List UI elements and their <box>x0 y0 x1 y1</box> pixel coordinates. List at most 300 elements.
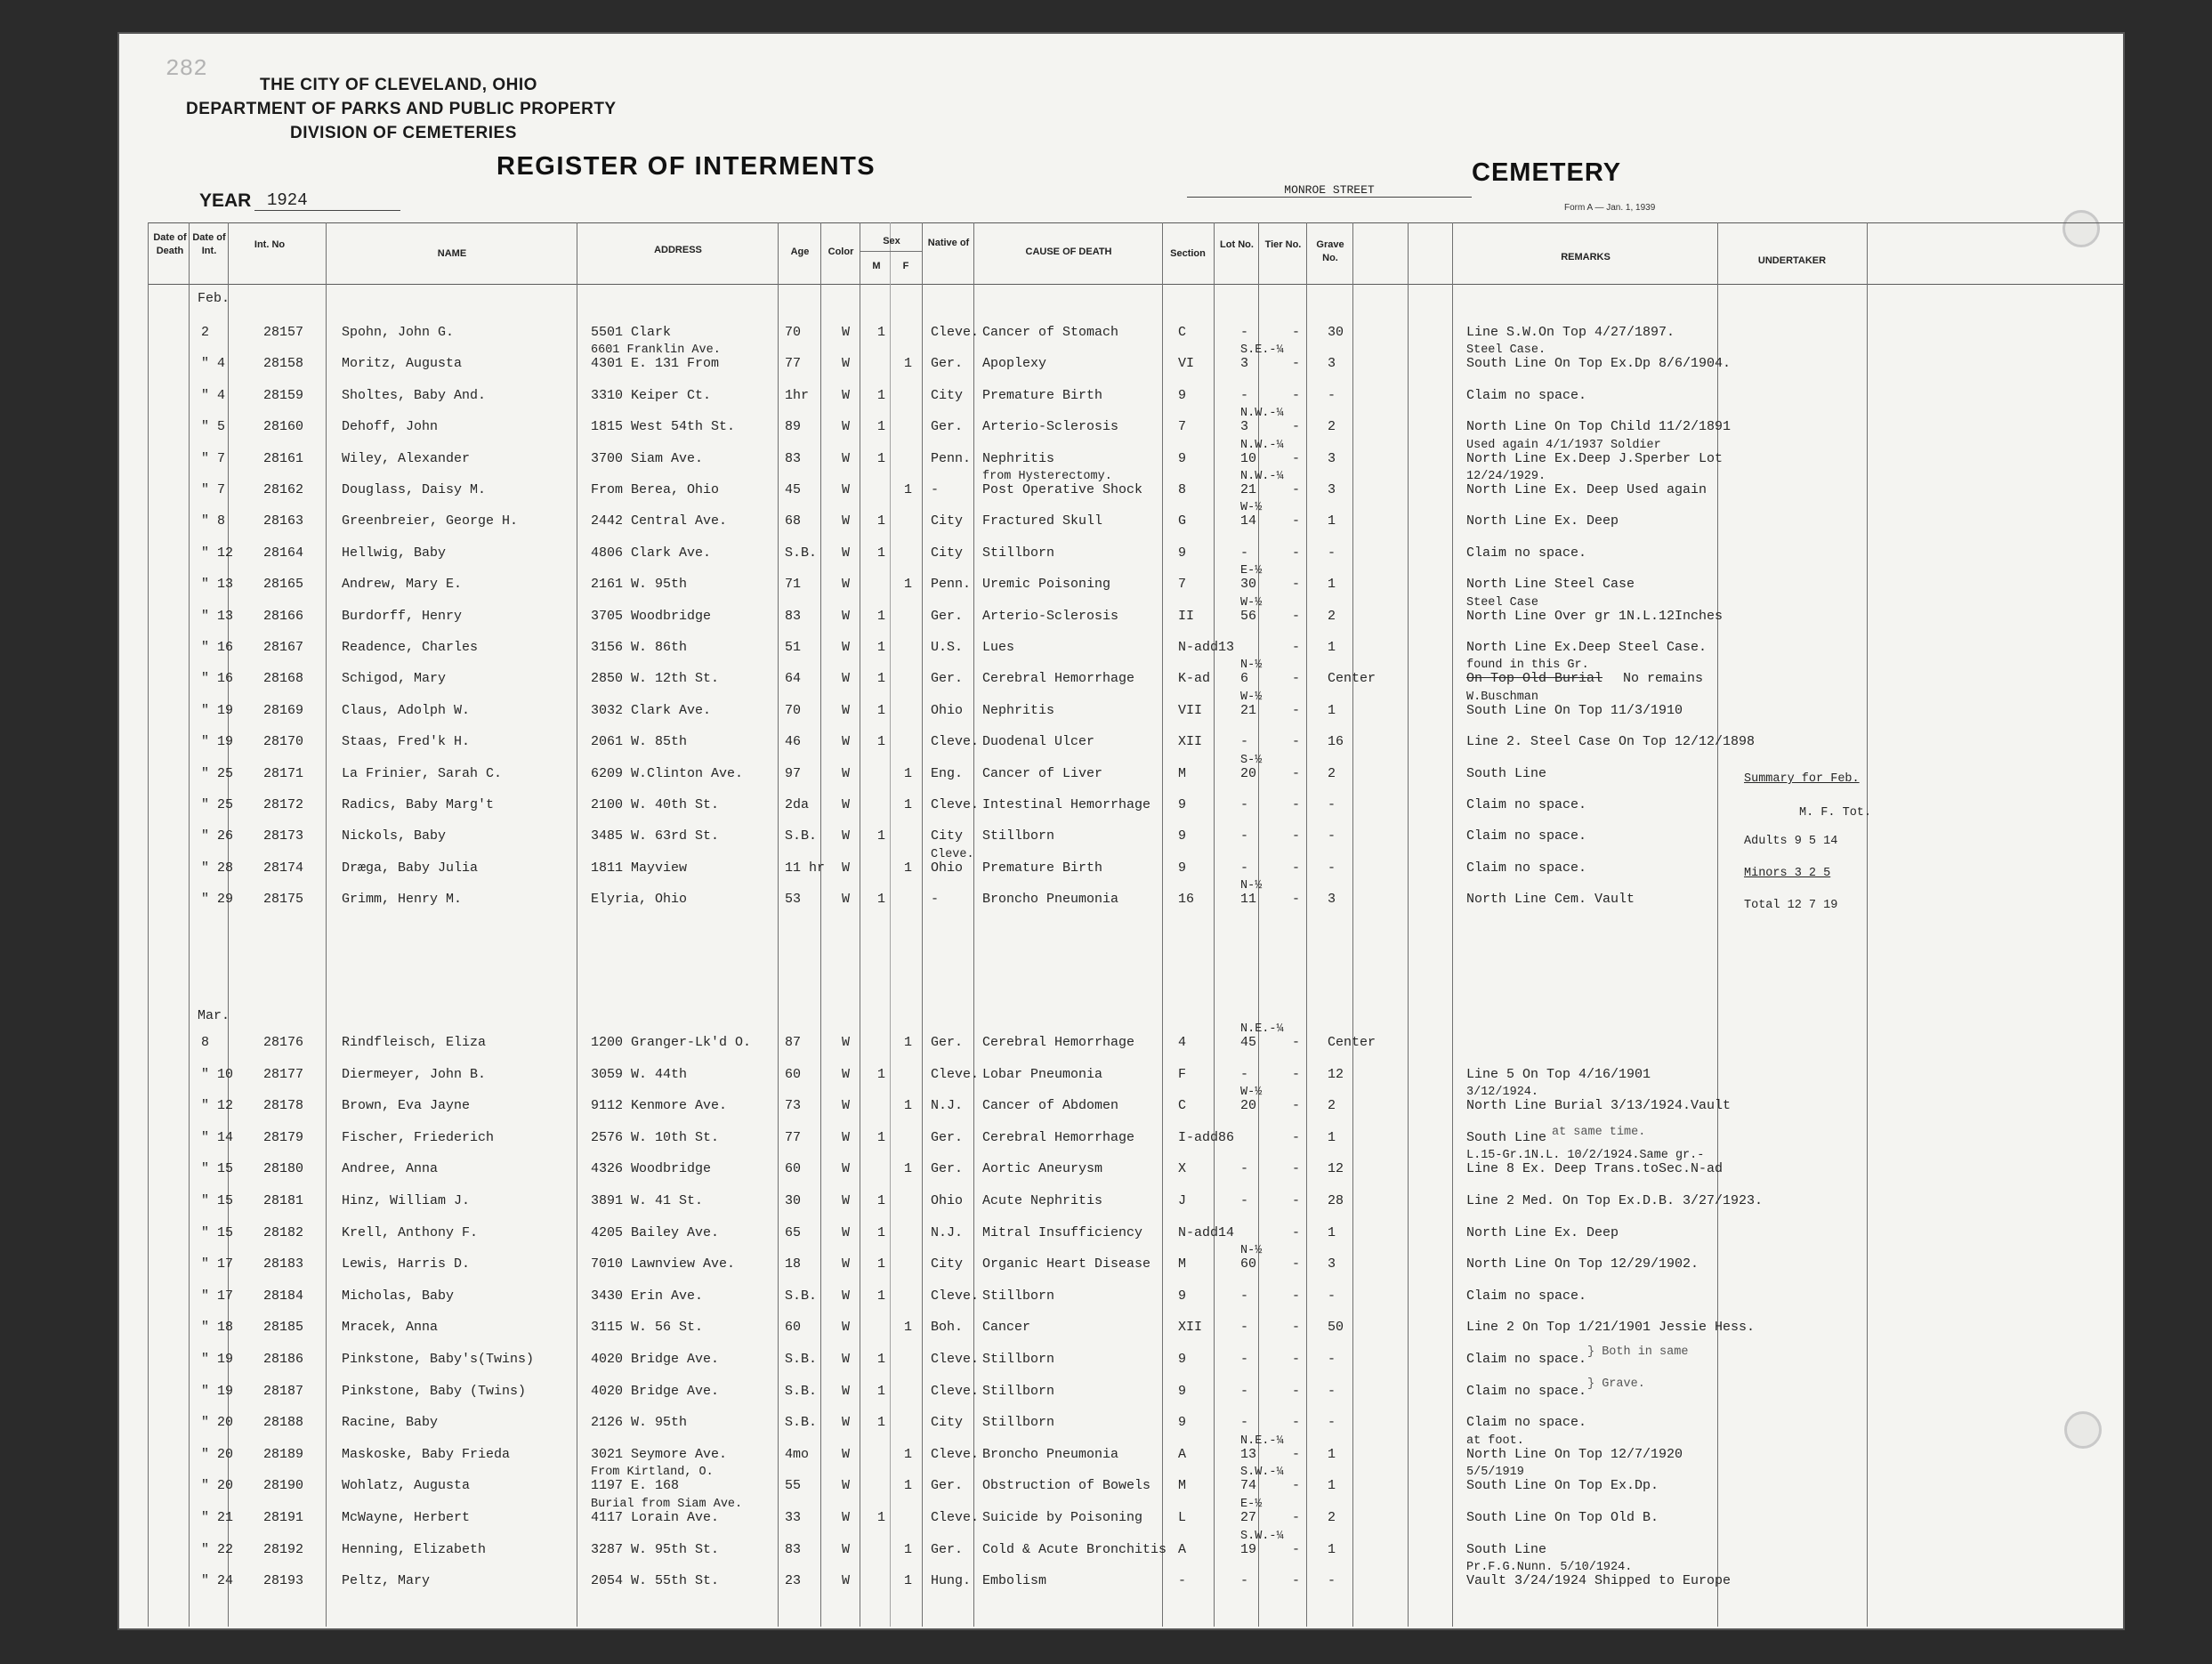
cell-native-of: Penn. <box>931 450 972 466</box>
cell-int-no: 28165 <box>263 577 304 593</box>
cell-sex-m: 1 <box>877 1415 886 1431</box>
cell-grave-no: 30 <box>1328 325 1344 340</box>
cell-remarks: North Line Burial 3/13/1924.Vault <box>1466 1098 1732 1114</box>
cell-lot-no: - <box>1240 325 1249 340</box>
cell-section: A <box>1178 1541 1187 1557</box>
cell-lot-no: 21 <box>1240 482 1257 497</box>
cell-date-of-int: " 25 <box>201 797 234 812</box>
column-rule <box>778 222 779 1627</box>
cell-remarks-note: Steel Case <box>1466 595 1539 610</box>
cell-native-of: - <box>931 482 940 497</box>
cell-age: 45 <box>785 482 802 497</box>
page-number: 282 <box>165 55 207 82</box>
cell-date-of-int: " 26 <box>201 828 234 844</box>
cell-int-no: 28172 <box>263 797 304 812</box>
cell-lot-note: N.E.-¼ <box>1240 1434 1284 1448</box>
cell-address: 5501 Clark <box>591 325 672 340</box>
cell-date-of-int: " 12 <box>201 1098 234 1114</box>
cell-cause-of-death: Cerebral Hemorrhage <box>982 1035 1135 1050</box>
cell-cause-of-death: Cancer <box>982 1320 1031 1336</box>
cell-color: W <box>842 734 851 750</box>
cell-grave-no: 3 <box>1328 482 1336 497</box>
cell-remarks-note: Used again 4/1/1937 Soldier <box>1466 438 1661 452</box>
cell-section: 9 <box>1178 545 1187 561</box>
cell-age: 23 <box>785 1573 802 1589</box>
summary-title: Summary for Feb. <box>1744 772 1860 786</box>
department-heading: DEPARTMENT OF PARKS AND PUBLIC PROPERTY <box>186 100 617 118</box>
cell-lot-no: - <box>1240 1415 1249 1431</box>
cell-grave-no: 1 <box>1328 640 1336 655</box>
cell-lot-no: 14 <box>1240 513 1257 529</box>
cell-cause-of-death: Arterio-Sclerosis <box>982 419 1119 435</box>
cell-color: W <box>842 1383 851 1399</box>
cell-section: VI <box>1178 356 1195 372</box>
cell-native-of: Ger. <box>931 1035 964 1050</box>
cell-age: S.B. <box>785 1288 818 1304</box>
cell-name: Lewis, Harris D. <box>342 1256 471 1272</box>
cell-address: 2061 W. 85th <box>591 734 688 750</box>
cell-native-of: Ger. <box>931 356 964 372</box>
cell-date-of-int: " 8 <box>201 513 226 529</box>
cell-remarks: Claim no space. <box>1466 1383 1587 1399</box>
cell-cause-of-death: Intestinal Hemorrhage <box>982 797 1151 812</box>
cell-cause-of-death: Cancer of Abdomen <box>982 1098 1119 1114</box>
cell-date-of-int: " 13 <box>201 608 234 624</box>
cell-native-of: Ger. <box>931 1129 964 1145</box>
cell-section: 9 <box>1178 1415 1187 1431</box>
cell-remarks: North Line On Top Child 11/2/1891 <box>1466 419 1732 435</box>
cell-section: F <box>1178 1066 1187 1082</box>
cell-section: M <box>1178 1256 1187 1272</box>
cell-grave-no: 2 <box>1328 765 1336 781</box>
cell-date-of-int: " 7 <box>201 450 226 466</box>
cell-cause-of-death: Nephritis <box>982 450 1055 466</box>
cell-remarks: North Line Cem. Vault <box>1466 892 1635 908</box>
cell-tier-no: - <box>1292 671 1301 687</box>
cell-native-of: Eng. <box>931 765 964 781</box>
cell-lot-no: 74 <box>1240 1478 1257 1494</box>
cell-native-of: City <box>931 828 964 844</box>
cell-address: 3021 Seymore Ave. <box>591 1446 728 1462</box>
header-age: Age <box>790 246 810 257</box>
cell-name: Dehoff, John <box>342 419 439 435</box>
cell-section: - <box>1178 1573 1187 1589</box>
cell-color: W <box>842 671 851 687</box>
cell-section: 7 <box>1178 419 1187 435</box>
cell-section: 9 <box>1178 450 1187 466</box>
column-rule <box>1214 222 1215 1627</box>
cell-remarks: South Line On Top Ex.Dp. <box>1466 1478 1659 1494</box>
cell-int-no: 28171 <box>263 765 304 781</box>
cell-date-of-int: " 13 <box>201 577 234 593</box>
cell-date-of-int: " 19 <box>201 734 234 750</box>
cell-section: C <box>1178 1098 1187 1114</box>
cell-address: 2850 W. 12th St. <box>591 671 720 687</box>
cell-native-of: Cleve. <box>931 797 980 812</box>
cell-date-of-int: 8 <box>201 1035 210 1050</box>
cell-remarks-struck: On Top Old Burial <box>1466 671 1603 687</box>
cell-section: 9 <box>1178 797 1187 812</box>
cell-cause-of-death: Cerebral Hemorrhage <box>982 1129 1135 1145</box>
cell-date-of-int: " 19 <box>201 702 234 718</box>
cell-native-of: - <box>931 892 940 908</box>
cell-sex-f: 1 <box>904 1478 913 1494</box>
form-reference: Form A — Jan. 1, 1939 <box>1564 203 1656 213</box>
cell-color: W <box>842 1161 851 1177</box>
cell-cause-of-death: Duodenal Ulcer <box>982 734 1095 750</box>
cell-remarks: Claim no space. <box>1466 1288 1587 1304</box>
cell-remarks: Claim no space. <box>1466 828 1587 844</box>
register-title: REGISTER OF INTERMENTS <box>496 152 876 181</box>
cell-section: M <box>1178 765 1187 781</box>
cell-native-of: Cleve. <box>931 1510 980 1525</box>
cell-address: 3430 Erin Ave. <box>591 1288 704 1304</box>
cell-int-no: 28178 <box>263 1098 304 1114</box>
cell-remarks: South Line On Top 11/3/1910 <box>1466 702 1683 718</box>
cell-color: W <box>842 450 851 466</box>
header-undertaker: UNDERTAKER <box>1757 255 1827 266</box>
cell-cause-note: from Hysterectomy. <box>982 470 1112 483</box>
column-rule <box>890 222 891 1627</box>
column-rule <box>148 222 149 1627</box>
cell-native-of: Cleve. <box>931 1288 980 1304</box>
cell-tier-no: - <box>1292 1320 1301 1336</box>
cell-native-of: City <box>931 513 964 529</box>
cell-sex-m: 1 <box>877 828 886 844</box>
cell-sex-f: 1 <box>904 797 913 812</box>
cell-color: W <box>842 1510 851 1525</box>
cell-grave-no: 1 <box>1328 1478 1336 1494</box>
cell-grave-no: 50 <box>1328 1320 1344 1336</box>
cell-int-no: 28159 <box>263 387 304 403</box>
cell-int-no: 28157 <box>263 325 304 340</box>
cell-sex-m: 1 <box>877 1193 886 1208</box>
cell-color: W <box>842 1224 851 1240</box>
cell-remarks: North Line Ex. Deep <box>1466 1224 1619 1240</box>
cell-cause-of-death: Premature Birth <box>982 860 1103 876</box>
cell-section: X <box>1178 1161 1187 1177</box>
cell-cause-of-death: Post Operative Shock <box>982 482 1143 497</box>
cell-date-of-int: " 20 <box>201 1446 234 1462</box>
cell-native-of: City <box>931 1256 964 1272</box>
cell-cause-of-death: Apoplexy <box>982 356 1047 372</box>
cell-address: 3705 Woodbridge <box>591 608 712 624</box>
cell-age: 68 <box>785 513 802 529</box>
cell-name: Racine, Baby <box>342 1415 439 1431</box>
cell-grave-no: 1 <box>1328 1129 1336 1145</box>
cell-cause-of-death: Broncho Pneumonia <box>982 892 1119 908</box>
cell-int-no: 28190 <box>263 1478 304 1494</box>
cell-age: 60 <box>785 1066 802 1082</box>
cell-color: W <box>842 702 851 718</box>
cell-color: W <box>842 387 851 403</box>
cell-age: 53 <box>785 892 802 908</box>
cell-int-no: 28181 <box>263 1193 304 1208</box>
cell-sex-f: 1 <box>904 356 913 372</box>
cell-grave-no: 1 <box>1328 1446 1336 1462</box>
cell-cause-of-death: Premature Birth <box>982 387 1103 403</box>
cell-cause-of-death: Lues <box>982 640 1015 655</box>
cell-section: M <box>1178 1478 1187 1494</box>
cell-tier-no: - <box>1292 797 1301 812</box>
cell-tier-no: - <box>1292 1383 1301 1399</box>
cell-sex-f: 1 <box>904 860 913 876</box>
cell-sex-f: 1 <box>904 1320 913 1336</box>
cell-lot-no: 20 <box>1240 765 1257 781</box>
cell-age: 97 <box>785 765 802 781</box>
cell-address: 1815 West 54th St. <box>591 419 736 435</box>
cell-address: 3287 W. 95th St. <box>591 1541 720 1557</box>
cell-sex-m: 1 <box>877 671 886 687</box>
cell-address-note: 6601 Franklin Ave. <box>591 343 721 358</box>
cell-remarks: Claim no space. <box>1466 545 1587 561</box>
cell-sex-m: 1 <box>877 1066 886 1082</box>
cell-native-of: Ohio <box>931 702 964 718</box>
cell-age: 83 <box>785 1541 802 1557</box>
cell-address: 4020 Bridge Ave. <box>591 1352 720 1367</box>
cell-grave-no: Center <box>1328 671 1376 687</box>
cell-remarks: South Line On Top Ex.Dp 8/6/1904. <box>1466 356 1732 372</box>
sex-subheader-rule <box>860 251 922 252</box>
cell-grave-no: 3 <box>1328 450 1336 466</box>
header-remarks: REMARKS <box>1561 252 1611 263</box>
cell-remarks-note: L.15-Gr.1N.L. 10/2/1924.Same gr.- <box>1466 1149 1705 1163</box>
header-sex-m: M <box>872 261 881 271</box>
cell-tier-no: - <box>1292 734 1301 750</box>
cell-date-of-int: " 25 <box>201 765 234 781</box>
cell-int-no: 28189 <box>263 1446 304 1462</box>
cell-lot-no: 56 <box>1240 608 1257 624</box>
cell-remarks-note: Pr.F.G.Nunn. 5/10/1924. <box>1466 1561 1633 1575</box>
cell-native-of: Ger. <box>931 1161 964 1177</box>
cell-native-of: Ger. <box>931 608 964 624</box>
column-rule <box>326 222 327 1627</box>
cell-sex-m: 1 <box>877 1256 886 1272</box>
cell-address-note: From Kirtland, O. <box>591 1466 714 1480</box>
cell-native-of: Ger. <box>931 671 964 687</box>
cell-lot-no: - <box>1240 734 1249 750</box>
cell-native-of: N.J. <box>931 1224 964 1240</box>
cell-sex-m: 1 <box>877 419 886 435</box>
cell-section: 9 <box>1178 1383 1187 1399</box>
cell-lot-no: 45 <box>1240 1035 1257 1050</box>
cell-native-note: Cleve. <box>931 847 974 861</box>
summary-total: Total 12 7 19 <box>1744 899 1838 912</box>
cell-lot-no: - <box>1240 1288 1249 1304</box>
cell-name: Henning, Elizabeth <box>342 1541 487 1557</box>
cell-color: W <box>842 1193 851 1208</box>
cell-remarks: Line S.W.On Top 4/27/1897. <box>1466 325 1675 340</box>
cell-tier-no: - <box>1292 1256 1301 1272</box>
cell-lot-no: - <box>1240 797 1249 812</box>
year-label: YEAR <box>199 190 252 211</box>
header-tier-no: Tier No. <box>1264 239 1302 250</box>
cell-lot-no: 11 <box>1240 892 1257 908</box>
cell-section: 9 <box>1178 387 1187 403</box>
cell-int-no: 28193 <box>263 1573 304 1589</box>
cell-address: 4117 Lorain Ave. <box>591 1510 720 1525</box>
cell-name: Greenbreier, George H. <box>342 513 519 529</box>
cell-age: 18 <box>785 1256 802 1272</box>
cell-remarks: Claim no space. <box>1466 860 1587 876</box>
cell-int-no: 28173 <box>263 828 304 844</box>
cell-age: 1hr <box>785 387 810 403</box>
cell-int-no: 28183 <box>263 1256 304 1272</box>
month-label-feb: Feb. <box>198 291 230 306</box>
cell-remarks-annotation: at same time. <box>1552 1125 1646 1139</box>
cell-name: Burdorff, Henry <box>342 608 463 624</box>
cell-age: 55 <box>785 1478 802 1494</box>
cell-section: 4 <box>1178 1035 1187 1050</box>
cell-color: W <box>842 482 851 497</box>
cell-name: Fischer, Friederich <box>342 1129 495 1145</box>
cell-name: Dræga, Baby Julia <box>342 860 479 876</box>
header-date-of-death: Date of Death <box>153 232 187 256</box>
column-rule <box>1258 222 1259 1627</box>
cell-name: Andrew, Mary E. <box>342 577 463 593</box>
cell-address: 6209 W.Clinton Ave. <box>591 765 744 781</box>
column-rule <box>973 222 974 1627</box>
cell-cause-of-death: Aortic Aneurysm <box>982 1161 1103 1177</box>
cell-lot-note: E-½ <box>1240 1498 1263 1511</box>
cell-date-of-int: " 14 <box>201 1129 234 1145</box>
cell-name: Moritz, Augusta <box>342 356 463 372</box>
cell-native-of: Ger. <box>931 1541 964 1557</box>
column-rule <box>1452 222 1453 1627</box>
cell-remarks-note: 3/12/1924. <box>1466 1086 1539 1100</box>
cell-name: Brown, Eva Jayne <box>342 1098 471 1114</box>
cell-sex-f: 1 <box>904 1573 913 1589</box>
cell-section: 7 <box>1178 577 1187 593</box>
cell-int-no: 28160 <box>263 419 304 435</box>
cell-name: Wiley, Alexander <box>342 450 471 466</box>
cell-address: 3891 W. 41 St. <box>591 1193 704 1208</box>
cell-name: Nickols, Baby <box>342 828 447 844</box>
cell-tier-no: - <box>1292 765 1301 781</box>
cell-address: 2054 W. 55th St. <box>591 1573 720 1589</box>
cell-remarks-annotation: } Both in same <box>1587 1345 1689 1359</box>
cell-section: 8 <box>1178 482 1187 497</box>
cell-sex-m: 1 <box>877 1383 886 1399</box>
cell-native-of: U.S. <box>931 640 964 655</box>
cell-date-of-int: " 15 <box>201 1224 234 1240</box>
cell-int-no: 28174 <box>263 860 304 876</box>
cell-native-of: Cleve. <box>931 1066 980 1082</box>
cell-lot-no: - <box>1240 828 1249 844</box>
cell-age: 77 <box>785 356 802 372</box>
cell-remarks: South Line On Top Old B. <box>1466 1510 1659 1525</box>
cell-age: S.B. <box>785 545 818 561</box>
cell-remarks: Claim no space. <box>1466 1415 1587 1431</box>
cell-grave-no: 12 <box>1328 1066 1344 1082</box>
cell-color: W <box>842 545 851 561</box>
cell-color: W <box>842 356 851 372</box>
cell-lot-no: - <box>1240 387 1249 403</box>
cell-address: 1811 Mayview <box>591 860 688 876</box>
cell-remarks: North Line On Top 12/7/1920 <box>1466 1446 1683 1462</box>
cell-remarks: Line 2. Steel Case On Top 12/12/1898 <box>1466 734 1756 750</box>
cell-name: La Frinier, Sarah C. <box>342 765 503 781</box>
cell-cause-of-death: Stillborn <box>982 1288 1055 1304</box>
cell-int-no: 28164 <box>263 545 304 561</box>
cell-remarks: North Line Ex.Deep J.Sperber Lot <box>1466 450 1724 466</box>
cell-section: 9 <box>1178 1352 1187 1367</box>
cell-tier-no: - <box>1292 892 1301 908</box>
cell-native-of: Cleve. <box>931 1383 980 1399</box>
cell-lot-note: N-½ <box>1240 879 1263 893</box>
cell-address: 4806 Clark Ave. <box>591 545 712 561</box>
cell-remarks-note: 12/24/1929. <box>1466 470 1546 483</box>
cell-lot-no: 20 <box>1240 1098 1257 1114</box>
cell-sex-f: 1 <box>904 1446 913 1462</box>
cell-lot-note: N.W.-¼ <box>1240 470 1284 483</box>
cell-name: Hinz, William J. <box>342 1193 471 1208</box>
cell-section: XII <box>1178 734 1203 750</box>
cell-age: 30 <box>785 1193 802 1208</box>
column-rule <box>1867 222 1868 1627</box>
cell-remarks: Claim no space. <box>1466 1352 1587 1367</box>
cell-lot-no: 30 <box>1240 577 1257 593</box>
cell-address: 4326 Woodbridge <box>591 1161 712 1177</box>
cell-remarks: South Line <box>1466 1129 1547 1145</box>
cell-remarks-note: at foot. <box>1466 1434 1524 1448</box>
cell-age: 11 hr <box>785 860 826 876</box>
cell-remarks-note: Steel Case. <box>1466 343 1546 358</box>
cell-cause-of-death: Stillborn <box>982 828 1055 844</box>
cell-lot-no: - <box>1240 1193 1249 1208</box>
cell-date-of-int: " 28 <box>201 860 234 876</box>
cell-grave-no: - <box>1328 828 1336 844</box>
cell-tier-no: - <box>1292 1478 1301 1494</box>
cell-tier-no: - <box>1292 1541 1301 1557</box>
cell-lot-no: - <box>1240 545 1249 561</box>
cell-name: Hellwig, Baby <box>342 545 447 561</box>
cell-address: 2576 W. 10th St. <box>591 1129 720 1145</box>
cell-int-no: 28184 <box>263 1288 304 1304</box>
cell-sex-f: 1 <box>904 1541 913 1557</box>
cell-date-of-int: " 20 <box>201 1478 234 1494</box>
cell-sex-m: 1 <box>877 545 886 561</box>
cell-tier-no: - <box>1292 577 1301 593</box>
cell-date-of-int: " 5 <box>201 419 226 435</box>
cell-name: Mracek, Anna <box>342 1320 439 1336</box>
cell-grave-no: 1 <box>1328 702 1336 718</box>
cell-date-of-int: " 4 <box>201 387 226 403</box>
cell-lot-note: S.W.-¼ <box>1240 1529 1284 1543</box>
cell-color: W <box>842 1256 851 1272</box>
cell-section: K-ad <box>1178 671 1211 687</box>
cell-cause-of-death: Embolism <box>982 1573 1047 1589</box>
city-heading: THE CITY OF CLEVELAND, OHIO <box>260 76 537 94</box>
cell-int-no: 28168 <box>263 671 304 687</box>
cell-lot-note: E-½ <box>1240 564 1263 578</box>
cell-date-of-int: 2 <box>201 325 210 340</box>
header-section: Section <box>1170 248 1206 259</box>
cell-date-of-int: " 21 <box>201 1510 234 1525</box>
cell-lot-no: 27 <box>1240 1510 1257 1525</box>
cell-int-no: 28163 <box>263 513 304 529</box>
cell-sex-m: 1 <box>877 1288 886 1304</box>
cell-tier-no: - <box>1292 387 1301 403</box>
cell-color: W <box>842 765 851 781</box>
cell-grave-no: 1 <box>1328 1541 1336 1557</box>
cell-native-of: Cleve. <box>931 325 980 340</box>
cell-address: 3032 Clark Ave. <box>591 702 712 718</box>
cell-lot-no: - <box>1240 1066 1249 1082</box>
cell-remarks: Vault 3/24/1924 Shipped to Europe <box>1466 1573 1732 1589</box>
cell-name: Douglass, Daisy M. <box>342 482 487 497</box>
cell-name: Rindfleisch, Eliza <box>342 1035 487 1050</box>
